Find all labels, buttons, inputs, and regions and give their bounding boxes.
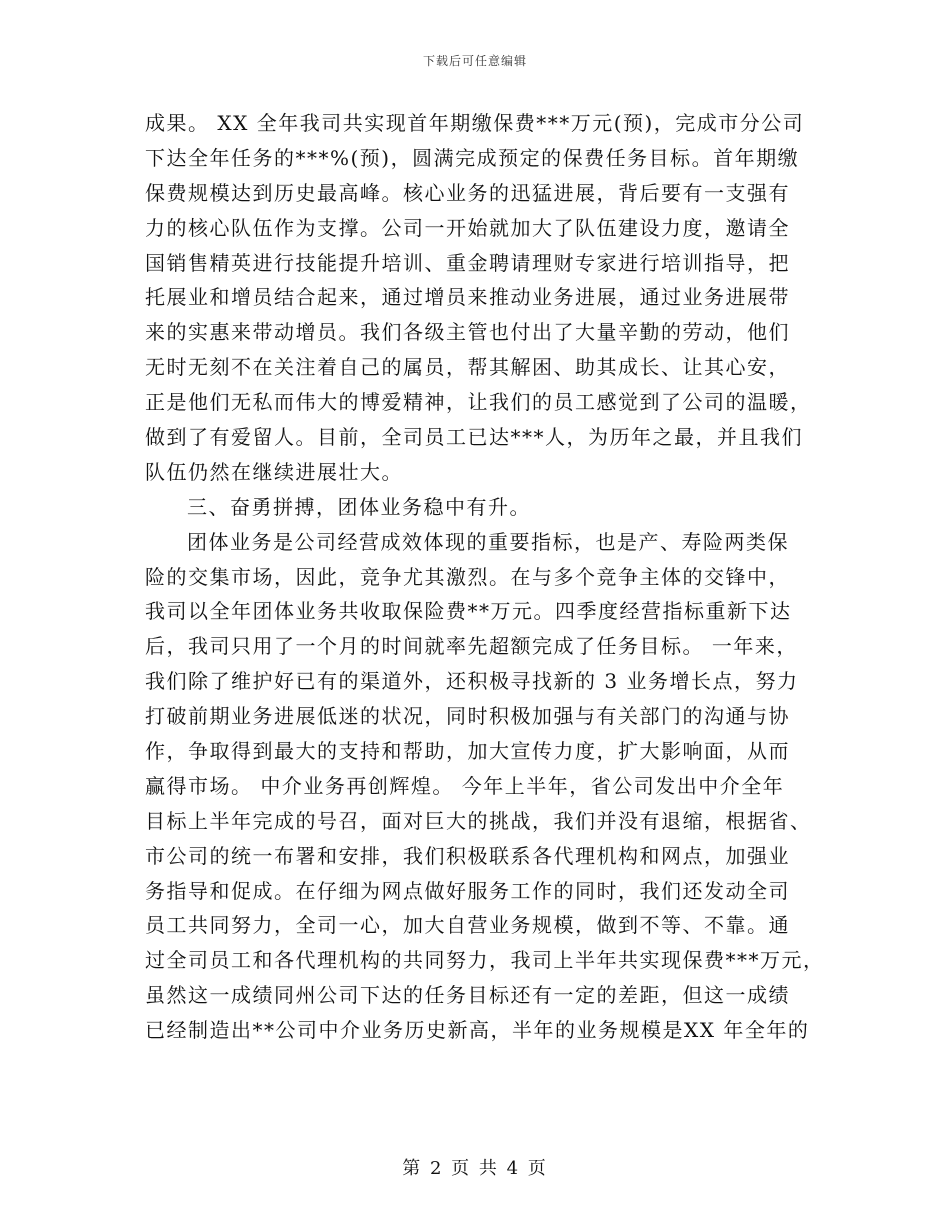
text-line: 市公司的统一布署和安排，我们积极联系各代理机构和网点，加强业 bbox=[145, 843, 790, 868]
text-line: 无时无刻不在关注着自己的属员，帮其解困、助其成长、让其心安， bbox=[145, 355, 790, 380]
text-line: 赢得市场。 中介业务再创辉煌。 今年上半年，省公司发出中介全年 bbox=[145, 773, 785, 798]
text-line: 打破前期业务进展低迷的状况，同时积极加强与有关部门的沟通与协 bbox=[145, 704, 790, 729]
text-line: 国销售精英进行技能提升培训、重金聘请理财专家进行培训指导，把 bbox=[145, 250, 790, 275]
text-line: 目标上半年完成的号召，面对巨大的挑战，我们并没有退缩，根据省、 bbox=[145, 808, 812, 833]
text-line: 来的实惠来带动增员。我们各级主管也付出了大量辛勤的劳动，他们 bbox=[145, 320, 790, 345]
text-line: 队伍仍然在继续进展壮大。 bbox=[145, 459, 403, 484]
page-number: 第 2 页 共 4 页 bbox=[402, 1158, 548, 1179]
text-line: 正是他们无私而伟大的博爱精神，让我们的员工感觉到了公司的温暖， bbox=[145, 390, 812, 415]
text-line: 我们除了维护好已有的渠道外，还积极寻找新的 3 业务增长点，努力 bbox=[145, 669, 799, 694]
text-line: 务指导和促成。在仔细为网点做好服务工作的同时，我们还发动全司 bbox=[145, 878, 790, 903]
text-line: 我司以全年团体业务共收取保险费**万元。四季度经营指标重新下达 bbox=[145, 599, 792, 624]
text-line: 成果。 XX 全年我司共实现首年期缴保费***万元(预)，完成市分公司 bbox=[145, 111, 805, 135]
paragraph-start: 团体业务是公司经营成效体现的重要指标，也是产、寿险两类保 bbox=[187, 529, 789, 554]
text-line: 力的核心队伍作为支撑。公司一开始就加大了队伍建设力度，邀请全 bbox=[145, 215, 790, 240]
text-line: 作，争取得到最大的支持和帮助，加大宣传力度，扩大影响面，从而 bbox=[145, 739, 790, 764]
page-header: 下载后可任意编辑 bbox=[422, 54, 527, 68]
text-line: 做到了有爱留人。目前，全司员工已达***人，为历年之最，并且我们 bbox=[145, 425, 803, 450]
text-line: 过全司员工和各代理机构的共同努力，我司上半年共实现保费***万元， bbox=[145, 948, 825, 973]
text-line: 保费规模达到历史最高峰。核心业务的迅猛进展，背后要有一支强有 bbox=[145, 180, 790, 205]
text-line: 托展业和增员结合起来，通过增员来推动业务进展，通过业务进展带 bbox=[145, 285, 790, 310]
text-line: 员工共同努力，全司一心，加大自营业务规模，做到不等、不靠。通 bbox=[145, 913, 790, 938]
text-line: 已经制造出**公司中介业务历史新高，半年的业务规模是XX 年全年的 bbox=[145, 1018, 810, 1043]
body-text bbox=[145, 106, 825, 1048]
text-line: 险的交集市场，因此，竞争尤其激烈。在与多个竞争主体的交锋中， bbox=[145, 564, 790, 589]
section-heading: 三、奋勇拼搏，团体业务稳中有升。 bbox=[187, 494, 531, 519]
text-line: 下达全年任务的***%(预)，圆满完成预定的保费任务目标。首年期缴 bbox=[145, 145, 800, 170]
text-line: 虽然这一成绩同州公司下达的任务目标还有一定的差距，但这一成绩 bbox=[145, 983, 790, 1008]
text-line: 后，我司只用了一个月的时间就率先超额完成了任务目标。 一年来， bbox=[145, 634, 798, 659]
